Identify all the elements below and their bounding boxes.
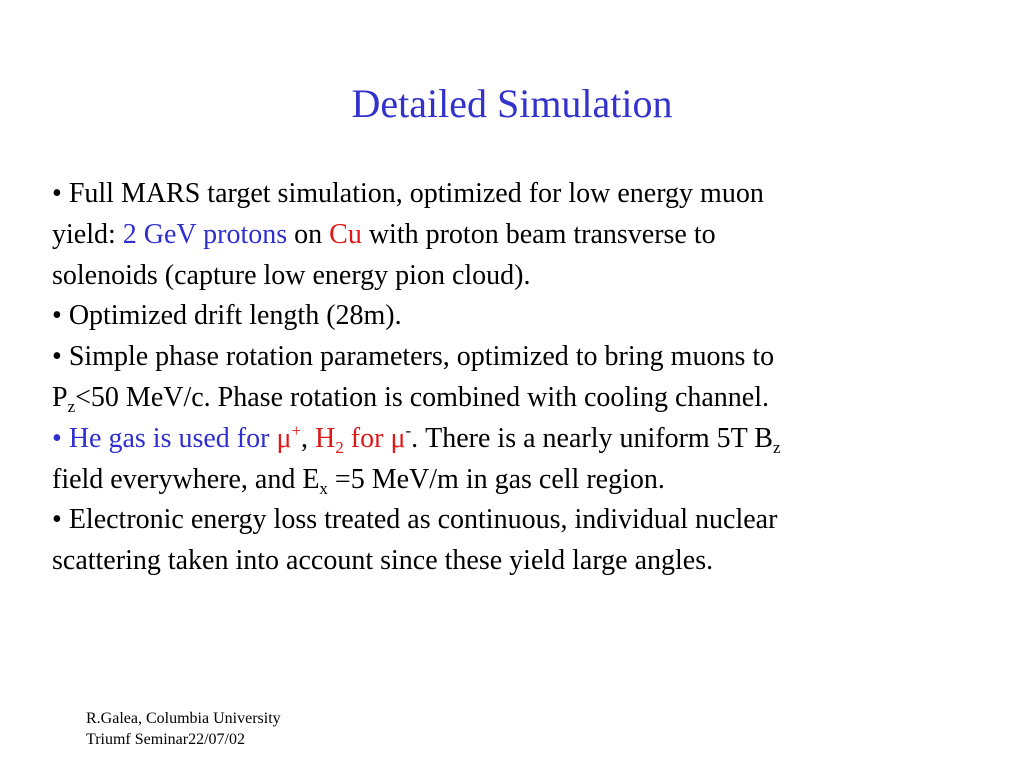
ex-subscript: x — [319, 478, 328, 498]
he-gas-highlight: He gas is used for — [68, 422, 277, 454]
bz-subscript: z — [772, 437, 781, 457]
bullet-text: field everywhere, and E — [52, 463, 320, 495]
bullet-marker: • — [52, 422, 62, 454]
bullet-drift-length — [52, 296, 992, 337]
bullet-text: Full MARS target simulation, optimized for low energy muon — [68, 178, 764, 209]
slide-title: Detailed Simulation — [351, 81, 673, 126]
bullet-text: with proton beam transverse to — [361, 218, 716, 250]
bullet-phase-rotation — [52, 337, 992, 419]
bullet-mars-simulation — [52, 174, 992, 296]
bullet-text: Optimized drift length (28m). — [68, 300, 402, 332]
bullet-text: =5 MeV/m in gas cell region. — [327, 463, 665, 495]
bullet-text: Electronic energy loss treated as continuous, individual nuclear — [68, 504, 778, 536]
bullet-text: yield: — [52, 218, 123, 250]
bullet-energy-loss — [52, 500, 992, 582]
bullet-text: <50 MeV/c. Phase rotation is combined with cooling channel. — [75, 381, 769, 413]
cu-highlight: Cu — [329, 218, 362, 250]
protons-highlight: 2 GeV protons — [122, 218, 288, 250]
bullet-text: Simple phase rotation parameters, optimized to bring muons to — [68, 341, 775, 373]
bullet-text: on — [287, 218, 330, 250]
for-mu-minus-text: for — [343, 422, 391, 454]
slide-footer — [86, 708, 281, 750]
bullet-marker: • — [52, 300, 62, 332]
bullet-text: . There is a nearly uniform 5T B — [411, 422, 773, 454]
bullet-text: scattering taken into account since these yield large angles. — [52, 545, 714, 577]
bullet-text: solenoids (capture low energy pion cloud). — [52, 259, 531, 291]
footer-author: R.Galea, Columbia University — [86, 710, 281, 727]
mu-plus-symbol: μ — [276, 422, 292, 454]
pz-subscript: z — [67, 396, 76, 416]
bullet-marker: • — [52, 341, 62, 373]
mu-minus-superscript: - — [405, 420, 412, 440]
h2-subscript: 2 — [335, 437, 344, 457]
mu-plus-superscript: + — [291, 420, 302, 440]
bullet-he-gas — [52, 419, 992, 501]
bullet-text: , — [301, 422, 316, 454]
footer-event: Triumf Seminar22/07/02 — [86, 731, 245, 748]
slide-body — [52, 174, 992, 582]
bullet-marker: • — [52, 504, 62, 536]
h2-symbol: H — [315, 422, 336, 454]
bullet-marker: • — [52, 178, 62, 209]
mu-minus-symbol: μ — [390, 422, 406, 454]
pz-symbol: P — [52, 381, 68, 413]
